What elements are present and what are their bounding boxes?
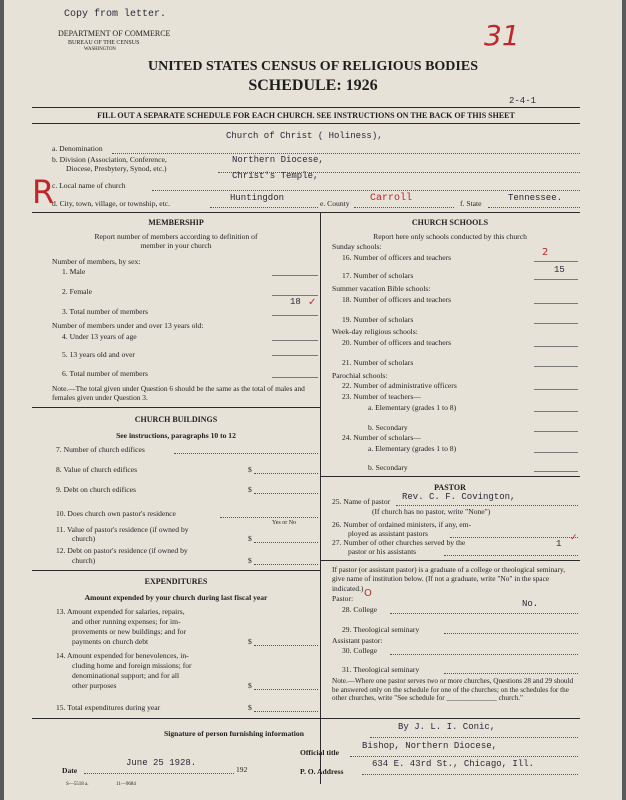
q3-total: 3. Total number of members (62, 307, 149, 316)
schools-intro: Report here only schools conducted by this church (373, 232, 527, 241)
vacation-schools: Summer vacation Bible schools: (332, 284, 431, 293)
q22-answer-line[interactable] (534, 389, 578, 390)
sunday-schools: Sunday schools: (332, 242, 382, 251)
q26-line-2: ployed as assistant pastors (348, 529, 428, 538)
q5-answer-line[interactable] (272, 355, 318, 356)
form-code: 2-4-1 (509, 96, 537, 106)
q14-answer-line[interactable] (254, 689, 318, 690)
q13-line-3: provements or new buildings; and for (72, 627, 187, 636)
official-title-value: Bishop, Northern Diocese, (362, 741, 498, 751)
q12-debt-residence-2: church) (72, 556, 96, 565)
department-name: DEPARTMENT OF COMMERCE (58, 29, 171, 38)
q26-answer-line[interactable] (450, 537, 578, 538)
q23a-answer-line[interactable] (534, 411, 578, 412)
q23b-secondary: b. Secondary (368, 423, 408, 432)
q14-line-4: other purposes (72, 681, 117, 690)
q15-total-expenditures: 15. Total expenditures during year (56, 703, 161, 712)
denomination-line (112, 153, 580, 154)
q9-debt-edifices: 9. Debt on church edifices (56, 485, 136, 494)
pastor-label: Pastor: (332, 594, 354, 603)
official-title-label: Official title (300, 748, 340, 757)
state-value: Tennessee. (508, 193, 563, 203)
print-code: 11—9684 (116, 782, 136, 787)
weekday-schools: Week-day religious schools: (332, 327, 418, 336)
yes-or-no-hint: Yes or No (272, 520, 297, 526)
membership-intro-1: Report number of members according to definition of (94, 232, 258, 241)
q31-answer-line[interactable] (444, 673, 578, 674)
date-year-suffix: 192 (236, 765, 248, 774)
q23-teachers: 23. Number of teachers— (342, 392, 421, 401)
city-line (210, 207, 318, 208)
q24a-elementary: a. Elementary (grades 1 to 8) (368, 444, 457, 453)
parochial-schools: Parochial schools: (332, 371, 388, 380)
date-line[interactable] (84, 773, 234, 774)
center-divider (320, 212, 321, 784)
q12-debt-residence-1: 12. Debt on pastor's residence (if owned by (56, 546, 188, 555)
q27-line-1: 27. Number of other churches served by the (332, 538, 466, 547)
q31-seminary: 31. Theological seminary (342, 665, 420, 674)
q28-answer-line[interactable] (390, 613, 578, 614)
q19-answer-line[interactable] (534, 323, 578, 324)
q10-owns-residence: 10. Does church own pastor's residence (56, 509, 176, 518)
q8-value-edifices: 8. Value of church edifices (56, 465, 138, 474)
pastor-heading: PASTOR (434, 483, 466, 492)
q30-answer-line[interactable] (390, 654, 578, 655)
q29-answer-line[interactable] (444, 633, 578, 634)
q19-scholars: 19. Number of scholars (342, 315, 414, 324)
q24a-answer-line[interactable] (534, 452, 578, 453)
q9-answer-line[interactable] (254, 493, 318, 494)
q13-dollar: $ (248, 637, 252, 646)
q2-answer-line[interactable] (272, 295, 318, 296)
q28-value: No. (522, 599, 539, 609)
q20-officers: 20. Number of officers and teachers (342, 338, 452, 347)
signature-label: Signature of person furnishing information (164, 729, 304, 738)
q21-answer-line[interactable] (534, 366, 578, 367)
assistant-pastor-label: Assistant pastor: (332, 636, 383, 645)
q3-value: 18 (290, 297, 301, 307)
q15-answer-line[interactable] (254, 711, 318, 712)
q27-value: 1 (556, 539, 562, 549)
address-value: 634 E. 43rd St., Chicago, Ill. (372, 759, 535, 769)
q3-answer-line[interactable] (272, 315, 318, 316)
membership-heading: MEMBERSHIP (148, 218, 204, 227)
signature-value: By J. L. I. Conic, (398, 722, 496, 732)
city-label: d. City, town, village, or township, etc. (52, 199, 171, 208)
q4-answer-line[interactable] (272, 340, 318, 341)
q4-under-13: 4. Under 13 years of age (62, 332, 137, 341)
local-name-line (152, 190, 580, 191)
membership-intro-2: member in your church (140, 241, 212, 250)
q3-red-check: ✓ (308, 297, 317, 308)
q10-answer-line[interactable] (220, 517, 318, 518)
q23a-elementary: a. Elementary (grades 1 to 8) (368, 403, 457, 412)
q2-female: 2. Female (62, 287, 92, 296)
state-label: f. State (460, 199, 482, 208)
local-name-value: Christ's Temple, (232, 171, 319, 181)
q18-answer-line[interactable] (534, 303, 578, 304)
expenditures-intro: Amount expended by your church during last fiscal year (84, 593, 268, 602)
q13-answer-line[interactable] (254, 645, 318, 646)
q14-dollar: $ (248, 681, 252, 690)
county-line (354, 207, 454, 208)
date-value: June 25 1928. (126, 758, 197, 768)
q16-officers: 16. Number of officers and teachers (342, 253, 452, 262)
q27-line-2: pastor or his assistants (348, 547, 417, 556)
schools-rule (320, 476, 580, 477)
q11-value-residence-2: church) (72, 534, 96, 543)
pastor-red-circle: O (364, 588, 372, 599)
pastor-rule (320, 560, 580, 561)
county-label: e. County (320, 199, 350, 208)
address-label: P. O. Address (300, 767, 344, 776)
signature-line[interactable] (370, 737, 578, 738)
buildings-intro: See instructions, paragraphs 10 to 12 (116, 431, 236, 440)
q25-pastor-name: 25. Name of pastor (332, 497, 391, 506)
q1-male: 1. Male (62, 267, 86, 276)
bureau-name: BUREAU OF THE CENSUS (68, 40, 140, 46)
buildings-rule (32, 570, 320, 571)
q25-answer-line[interactable] (396, 505, 578, 506)
q14-line-1: 14. Amount expended for benevolences, in- (56, 651, 189, 660)
graduate-note: If pastor (or assistant pastor) is a graduate of a college or theological seminary, give name of institution below. (If not a graduate, write "No" in the space indicated.) (332, 565, 566, 593)
footer-rule (32, 718, 580, 719)
copy-note: Copy from letter. (64, 9, 167, 20)
q16-value: 2 (542, 247, 549, 258)
q26-line-1: 26. Number of ordained ministers, if any, em- (332, 520, 472, 529)
red-r-mark: R (32, 173, 55, 211)
q27-red-check: ✓ (570, 533, 578, 543)
q13-line-2: and other running expenses; for im- (72, 617, 181, 626)
q25-note: (If church has no pastor, write "None") (372, 507, 491, 516)
form-subtitle: SCHEDULE: 1926 (248, 77, 378, 94)
q17-answer-line[interactable] (534, 279, 578, 280)
q11-answer-line[interactable] (254, 542, 318, 543)
q22-admin-officers: 22. Number of administrative officers (342, 381, 457, 390)
denomination-value: Church of Christ ( Holiness), (226, 131, 383, 141)
local-name-label: c. Local name of church (52, 181, 126, 190)
q12-dollar: $ (248, 556, 252, 565)
q17-scholars: 17. Number of scholars (342, 271, 414, 280)
pastor-note: Note.—Where one pastor serves two or more churches, Questions 28 and 29 should be answered only on the schedule for one of the churches; on the schedules for the other churches, write "See schedule for ______________ church." (332, 677, 574, 703)
q28-college: 28. College (342, 605, 378, 614)
id-section-rule (32, 212, 580, 213)
q18-officers: 18. Number of officers and teachers (342, 295, 452, 304)
form-number: S—5518 a. (66, 782, 89, 787)
q21-scholars: 21. Number of scholars (342, 358, 414, 367)
instruction-line: FILL OUT A SEPARATE SCHEDULE FOR EACH CHURCH. SEE INSTRUCTIONS ON THE BACK OF THIS SHEET (97, 111, 515, 120)
q6-answer-line[interactable] (272, 377, 318, 378)
q9-dollar: $ (248, 485, 252, 494)
date-label: Date (62, 766, 78, 775)
instruction-rule (32, 123, 580, 124)
q6-total: 6. Total number of members (62, 369, 149, 378)
q8-answer-line[interactable] (254, 473, 318, 474)
q25-value: Rev. C. F. Covington, (402, 492, 516, 502)
q8-dollar: $ (248, 465, 252, 474)
q23b-answer-line[interactable] (534, 431, 578, 432)
q29-seminary: 29. Theological seminary (342, 625, 420, 634)
q14-line-3: denominational support; and for all (72, 671, 180, 680)
q15-dollar: $ (248, 703, 252, 712)
page-number: 31 (484, 19, 520, 52)
city-value: Huntingdon (230, 193, 285, 203)
q24b-answer-line[interactable] (534, 471, 578, 472)
q14-line-2: cluding home and foreign missions; for (72, 661, 192, 670)
division-value: Northern Diocese, (232, 155, 324, 165)
schools-heading: CHURCH SCHOOLS (411, 218, 489, 227)
buildings-heading: CHURCH BUILDINGS (134, 415, 218, 424)
membership-rule (32, 407, 320, 408)
q13-line-4: payments on church debt (72, 637, 149, 646)
census-schedule-page (4, 0, 622, 800)
membership-note: Note.—The total given under Question 6 should be the same as the total of males and females given under Question 3. (52, 384, 305, 403)
expenditures-heading: EXPENDITURES (144, 577, 208, 586)
members-by-sex: Number of members, by sex: (52, 257, 141, 266)
q16-answer-line[interactable] (534, 261, 578, 262)
q20-answer-line[interactable] (534, 346, 578, 347)
q5-13-and-over: 5. 13 years old and over (62, 350, 135, 359)
q27-answer-line[interactable] (444, 555, 578, 556)
q11-dollar: $ (248, 534, 252, 543)
q7-church-edifices: 7. Number of church edifices (56, 445, 145, 454)
division-label-1: b. Division (Association, Conference, (52, 155, 167, 164)
form-title: UNITED STATES CENSUS OF RELIGIOUS BODIES (147, 59, 478, 74)
denomination-label: a. Denomination (52, 144, 103, 153)
address-line[interactable] (362, 774, 578, 775)
q12-answer-line[interactable] (254, 564, 318, 565)
q1-answer-line[interactable] (272, 275, 318, 276)
official-title-line[interactable] (350, 756, 578, 757)
state-line (488, 207, 580, 208)
county-value: Carroll (370, 193, 413, 204)
q7-answer-line[interactable] (174, 453, 318, 454)
age-heading: Number of members under and over 13 years old: (52, 321, 204, 330)
q30-college: 30. College (342, 646, 378, 655)
q11-value-residence-1: 11. Value of pastor's residence (if owned by (56, 525, 189, 534)
q17-value: 15 (554, 265, 565, 275)
q13-line-1: 13. Amount expended for salaries, repairs, (56, 607, 185, 616)
q24b-secondary: b. Secondary (368, 463, 408, 472)
division-label-2: Diocese, Presbytery, Synod, etc.) (66, 164, 167, 173)
q24-scholars: 24. Number of scholars— (342, 433, 421, 442)
bureau-location: WASHINGTON (84, 47, 116, 52)
top-rule (32, 107, 580, 108)
